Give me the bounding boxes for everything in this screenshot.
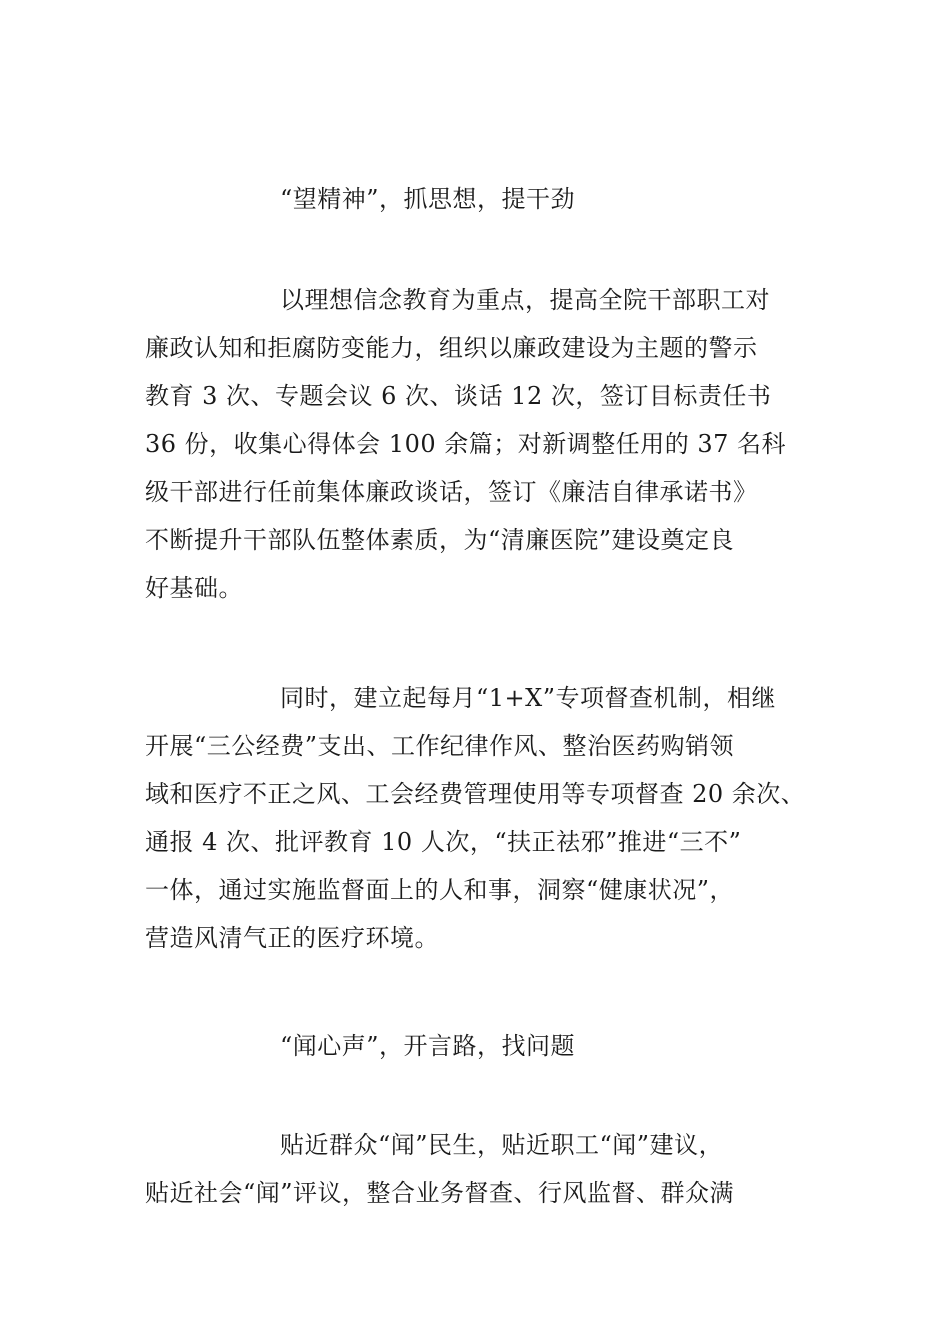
paragraph-1-line: 廉政认知和拒腐防变能力，组织以廉政建设为主题的警示	[145, 334, 758, 362]
paragraph-1-line: 36 份，收集心得体会 100 余篇；对新调整任用的 37 名科	[145, 430, 787, 458]
section-heading-1: “望精神”，抓思想，提干劲	[280, 185, 576, 213]
paragraph-3-line: 贴近社会“闻”评议，整合业务督查、行风监督、群众满	[145, 1179, 735, 1207]
paragraph-2-line: 通报 4 次、批评教育 10 人次，“扶正祛邪”推进“三不”	[145, 828, 742, 856]
paragraph-1-line: 教育 3 次、专题会议 6 次、谈话 12 次，签订目标责任书	[145, 382, 772, 410]
paragraph-3	[145, 1121, 825, 1217]
paragraph-1-line: 好基础。	[145, 574, 243, 602]
paragraph-2-line: 同时，建立起每月“1+X”专项督查机制，相继	[280, 684, 777, 712]
paragraph-1-line: 级干部进行任前集体廉政谈话，签订《廉洁自律承诺书》	[145, 478, 758, 506]
paragraph-2-line: 一体，通过实施监督面上的人和事，洞察“健康状况”，	[145, 876, 735, 904]
paragraph-2-line: 域和医疗不正之风、工会经费管理使用等专项督查 20 余次、	[145, 780, 806, 808]
paragraph-2-line: 开展“三公经费”支出、工作纪律作风、整治医药购销领	[145, 732, 735, 760]
paragraph-2	[145, 674, 825, 962]
paragraph-3-line: 贴近群众“闻”民生，贴近职工“闻”建议，	[280, 1131, 724, 1159]
paragraph-2-line: 营造风清气正的医疗环境。	[145, 924, 439, 952]
paragraph-1	[145, 276, 825, 612]
paragraph-1-line: 不断提升干部队伍整体素质，为“清廉医院”建设奠定良	[145, 526, 735, 554]
section-heading-2: “闻心声”，开言路，找问题	[280, 1032, 576, 1060]
paragraph-1-line: 以理想信念教育为重点，提高全院干部职工对	[280, 286, 770, 314]
